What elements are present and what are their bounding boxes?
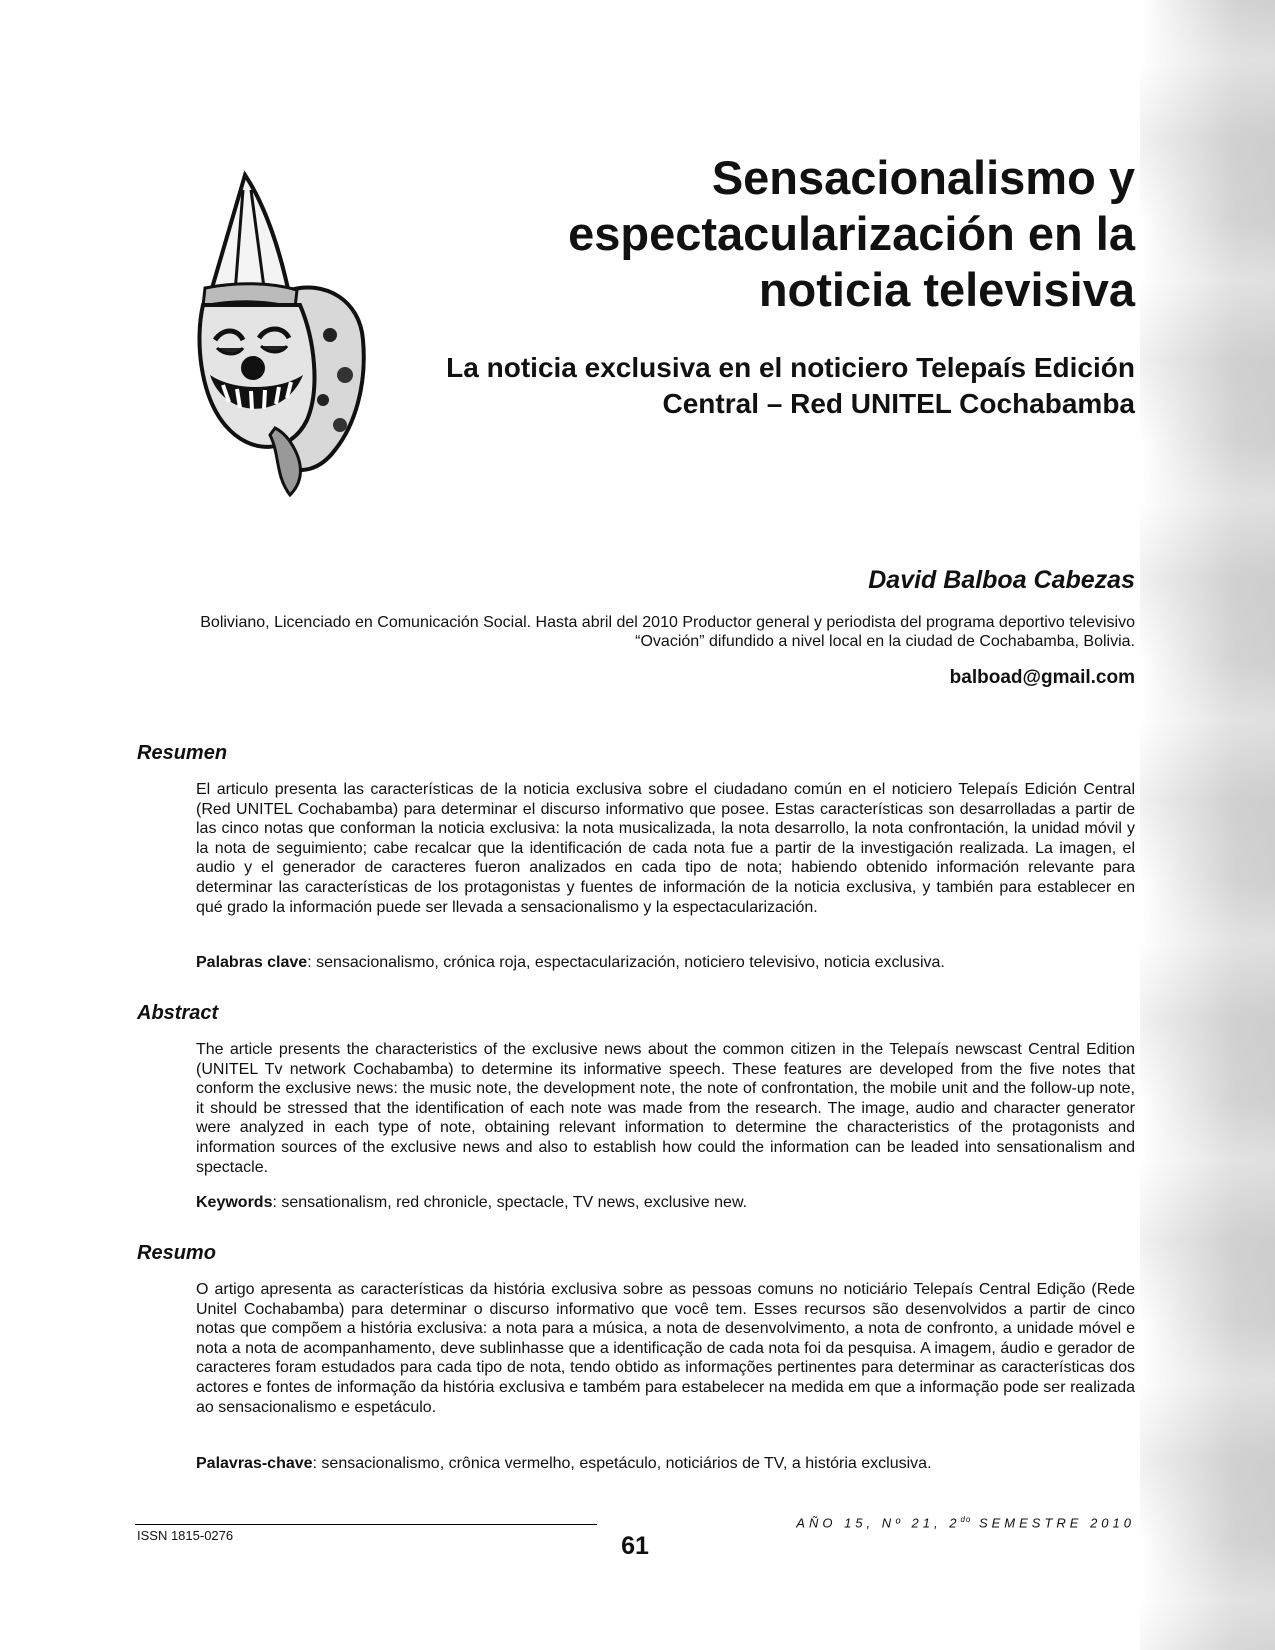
resumen-keywords <box>196 953 1135 973</box>
issue-superscript: do <box>960 1515 972 1524</box>
section-heading-abstract: Abstract <box>137 1002 219 1024</box>
footer-rule <box>135 1524 597 1525</box>
author-email: balboad@gmail.com <box>949 667 1135 688</box>
article-subtitle: La noticia exclusiva en el noticiero Telepaís Edición Central – Red UNITEL Cochabamba <box>446 352 1135 419</box>
keywords-label: Palabras clave <box>196 954 308 971</box>
keywords-label: Palavras-chave <box>196 1455 313 1472</box>
author-name: David Balboa Cabezas <box>868 566 1135 594</box>
resumo-keywords <box>196 1454 1135 1474</box>
abstract-keywords <box>196 1193 1135 1213</box>
clown-mask-illustration <box>195 170 370 500</box>
section-heading-resumen: Resumen <box>137 742 228 764</box>
keywords-list: : sensationalism, red chronicle, spectacle, TV news, exclusive new. <box>272 1194 748 1211</box>
keywords-list: : sensacionalismo, crônica vermelho, espetáculo, noticiários de TV, a história exclusiva. <box>312 1455 932 1472</box>
issn: ISSN 1815-0276 <box>137 1528 234 1543</box>
issue-prefix: AÑO 15, Nº 21, 2 <box>796 1515 961 1531</box>
author-affiliation: Boliviano, Licenciado en Comunicación Social. Hasta abril del 2010 Productor general y periodista del programa deportivo televisivo “Ovación” difundido a nivel local en la ciudad de Cochabamba, Bolivia. <box>200 614 1135 650</box>
section-heading-resumo: Resumo <box>137 1242 216 1264</box>
resumo-text: O artigo apresenta as características da história exclusiva sobre as pessoas comuns no noticiário Telepaís Central Edição (Rede Unitel Cochabamba) para determinar o discurso informativo que você tem. Esses recursos são desenvolvidos a partir de cinco notas que compõem a história exclusiva: a nota para a música, a nota de desenvolvimento, a nota de confronto, a unidade móvel e nota a nota de acompanhamento, deve sublinhasse que a identificação de cada nota foi da pesquisa. A imagem, áudio e gerador de caracteres foram estudados para cada tipo de nota, tendo obtido as informações pertinentes para determinar as características dos actores e fontes de informação da história exclusiva e também para estabelecer na medida em que a informação pode ser realizada ao sensacionalismo e espetáculo. <box>196 1281 1135 1416</box>
page-edge-shadow <box>1140 0 1275 1650</box>
article-title: Sensacionalismo y espectacularización en la noticia televisiva <box>568 151 1135 316</box>
resumen-text: El articulo presenta las características de la noticia exclusiva sobre el ciudadano común en el noticiero Telepaís Edición Central (Red UNITEL Cochabamba) para determinar el discurso informativo que posee. Estas características son desarrolladas a partir de las cinco notas que conforman la noticia exclusiva: la nota musicalizada, la nota desarrollo, la nota confrontación, la unidad móvil y la nota de seguimiento; cabe recalcar que la identificación de cada nota fue a partir de la investigación realizada. La imagen, el audio y el generador de caracteres fueron analizados en cada tipo de nota; habiendo obtenido información relevante para determinar las características de los protagonistas y fuentes de información de la noticia exclusiva, y también para establecer en qué grado la información puede ser llevada a sensacionalismo y la espectacularización. <box>196 781 1135 916</box>
keywords-label: Keywords <box>196 1194 273 1211</box>
keywords-list: : sensacionalismo, crónica roja, espectacularización, noticiero televisivo, noticia exclusiva. <box>307 954 945 971</box>
page-number: 61 <box>621 1532 649 1560</box>
abstract-text: The article presents the characteristics of the exclusive news about the common citizen in the Telepaís newscast Central Edition (UNITEL Tv network Cochabamba) to determine its informative speech. These features are developed from the five notes that conform the exclusive news: the music note, the development note, the note of confrontation, the mobile unit and the follow-up note, it should be stressed that the identification of each note was made from the research. The image, audio and character generator were analyzed in each type of note, obtaining relevant information to determine the characteristics of the protagonists and information sources of the exclusive news and also to establish how could the information can be leaded into sensationalism and spectacle. <box>196 1041 1135 1176</box>
issue-info <box>796 1515 1135 1530</box>
issue-suffix: SEMESTRE 2010 <box>971 1515 1135 1531</box>
